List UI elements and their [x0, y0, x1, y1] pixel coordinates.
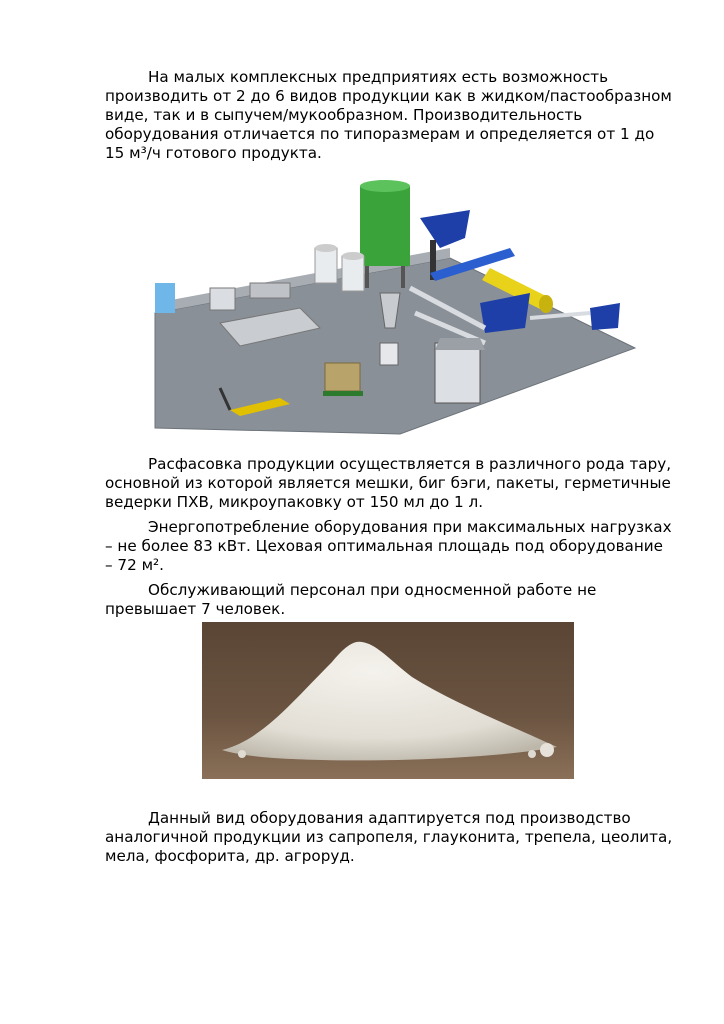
staff-paragraph: Обслуживающий персонал при односменной работе не превышает 7 человек.	[105, 581, 597, 618]
blue-unit-right	[590, 303, 620, 330]
energy-paragraph: Энергопотребление оборудования при максимальных нагрузках – не более 83 кВт. Цеховая оптимальная площадь под оборудование – 72 м².	[105, 518, 672, 574]
powder-pile-photo	[202, 622, 574, 779]
blue-hopper	[420, 210, 515, 281]
intro-paragraph: На малых комплексных предприятиях есть возможность производить от 2 до 6 видов продукции как в жидком/пастообразном виде, так и в сыпучем/мукообразном. Производительность оборудования отличается по типоразмерам и определяется от 1 до 15 м³/ч готового продукта.	[105, 68, 672, 162]
adaptation-paragraph: Данный вид оборудования адаптируется под производство аналогичной продукции из сапропеля, глауконита, трепела, цеолита, мела, фосфорита, др. агроруд.	[105, 809, 673, 865]
production-line-illustration	[150, 178, 640, 436]
bag-pallet	[323, 363, 363, 396]
packaging-paragraph: Расфасовка продукции осуществляется в различного рода тару, основной из которой является мешки, биг бэги, пакеты, герметичные ведерки ПХВ, микроупаковку от 150 мл до 1 л.	[105, 455, 672, 511]
big-bag-frame	[435, 338, 485, 403]
